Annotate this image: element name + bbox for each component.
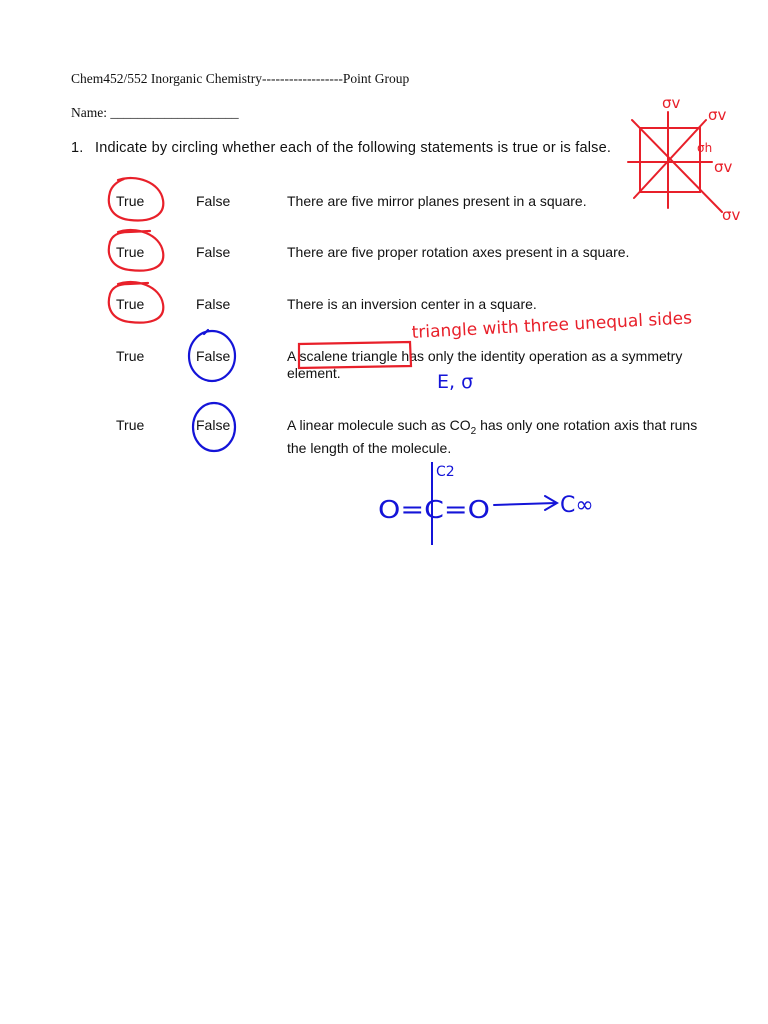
name-label: Name: (71, 105, 107, 120)
true-option[interactable]: True (116, 244, 145, 260)
blue-tick-4 (204, 330, 208, 334)
sigma-v-label-3: σv (714, 158, 733, 176)
false-option[interactable]: False (196, 417, 231, 433)
statement-post: has only the identity operation as a symmetry element. (287, 348, 683, 381)
elements-note: E, σ (437, 371, 474, 393)
c2-label: C2 (436, 464, 455, 480)
false-option[interactable]: False (196, 193, 231, 209)
false-option[interactable]: False (196, 244, 231, 260)
false-option[interactable]: False (196, 296, 231, 312)
c-infinity-label: C∞ (560, 493, 594, 518)
header-dashes: ------------------ (261, 71, 343, 86)
sigma-v-label-4: σv (722, 206, 741, 224)
true-option[interactable]: True (116, 193, 145, 209)
statement-text: There are five proper rotation axes present in a square. (287, 244, 630, 260)
question-prompt (71, 140, 611, 156)
arrow (494, 496, 557, 510)
question-number: 1. (71, 140, 84, 156)
statement-text (287, 417, 717, 457)
statement-post: has only one rotation axis that runs the length of the molecule. (287, 417, 698, 456)
triangle-note: triangle with three unequal sides (411, 308, 693, 343)
statement-pre: A linear molecule such as CO (287, 417, 471, 433)
true-option[interactable]: True (116, 348, 145, 364)
sigma-h-label: σh (697, 141, 713, 155)
statement-text: There are five mirror planes present in a square. (287, 193, 587, 209)
true-option[interactable]: True (116, 296, 145, 312)
co2-formula: O=C=O (378, 495, 490, 524)
highlighted-term: scalene triangle (299, 348, 398, 364)
true-option[interactable]: True (116, 417, 145, 433)
name-blank: ___________________ (110, 105, 239, 120)
sigma-v-label-2: σv (708, 106, 727, 124)
header-line (71, 71, 409, 87)
sigma-v-label-1: σv (662, 94, 681, 112)
topic-title: Point Group (342, 71, 410, 86)
statement-pre: A (287, 348, 300, 364)
false-option[interactable]: False (196, 348, 231, 364)
course-title: Chem452/552 Inorganic Chemistry (71, 71, 262, 86)
statement-text: There is an inversion center in a square. (287, 296, 537, 312)
question-text: Indicate by circling whether each of the following statements is true or is false. (95, 140, 612, 156)
name-line (71, 105, 239, 121)
subscript-2: 2 (470, 425, 477, 437)
statement-text (287, 348, 717, 382)
